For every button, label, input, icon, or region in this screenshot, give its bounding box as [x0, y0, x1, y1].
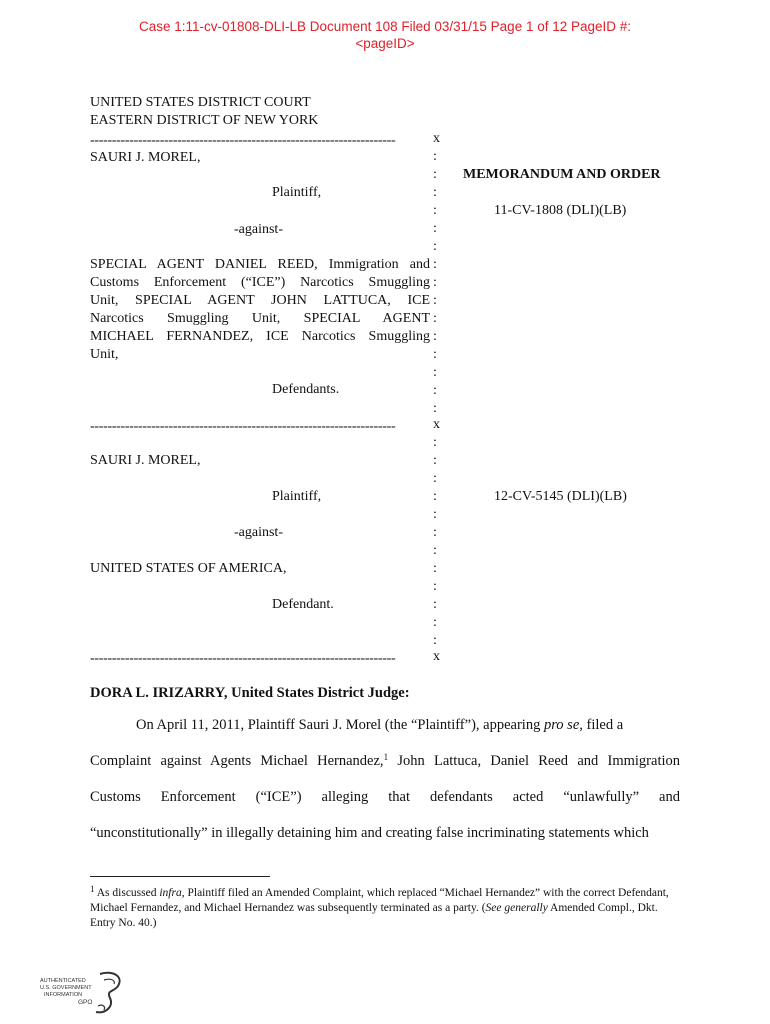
- body-line-2: [90, 752, 680, 770]
- svg-text:AUTHENTICATED: AUTHENTICATED: [40, 978, 86, 984]
- body-line-4: “unconstitutionally” in illegally detaining him and creating false incriminating statements which: [90, 825, 649, 841]
- gpo-eagle-icon: [40, 968, 130, 1018]
- footnote-rule: [90, 876, 270, 877]
- case1-defendants-line: SPECIAL AGENT DANIEL REED, Immigration and: [90, 257, 430, 272]
- svg-text:INFORMATION: INFORMATION: [44, 992, 83, 998]
- document-title: MEMORANDUM AND ORDER: [463, 167, 661, 182]
- court-district: EASTERN DISTRICT OF NEW YORK: [90, 113, 319, 128]
- separator-x: x: [433, 131, 440, 146]
- footnote-ref[interactable]: 1: [383, 752, 389, 762]
- caption-separator-top: ----------------------------------------------------------------------: [90, 134, 396, 148]
- case1-defendants-line: Unit,: [90, 347, 119, 362]
- body-text-italic: pro se: [543, 717, 580, 733]
- case1-defendants-line: Unit, SPECIAL AGENT JOHN LATTUCA, ICE: [90, 293, 430, 308]
- body-text: John Lattuca, Daniel Reed and Immigration: [388, 753, 681, 769]
- case1-plaintiff-name: SAURI J. MOREL,: [90, 150, 201, 165]
- separator-x: x: [433, 649, 440, 664]
- case2-plaintiff-role: Plaintiff,: [272, 489, 322, 504]
- svg-text:GPO: GPO: [78, 999, 93, 1006]
- body-line-1: [90, 716, 680, 734]
- filing-header-line1: Case 1:11-cv-01808-DLI-LB Document 108 Filed 03/31/15 Page 1 of 12 PageID #:: [138, 19, 632, 34]
- case1-plaintiff-role: Plaintiff,: [272, 185, 322, 200]
- case2-defendant-role: Defendant.: [272, 597, 334, 612]
- case2-plaintiff-name: SAURI J. MOREL,: [90, 453, 201, 468]
- case2-docket: 12-CV-5145 (DLI)(LB): [494, 489, 627, 504]
- footnote: $^1$ As discussed infra, Plaintiff filed an Amended Complaint, which replaced “Michael Hernandez” with the correct Defendant, Michael Fernandez, and Michael Hernandez was subsequently terminated as a party. (See generally Amended Compl., Dkt. Entry No. 40.): [90, 884, 669, 929]
- caption-separator-middle: ----------------------------------------------------------------------: [90, 420, 396, 434]
- separator-x: x: [433, 417, 440, 432]
- judge-heading: DORA L. IRIZARRY, United States District Judge:: [90, 685, 410, 701]
- filing-header-line2: <pageID>: [355, 36, 415, 51]
- case1-docket: 11-CV-1808 (DLI)(LB): [494, 203, 627, 218]
- case1-against: -against-: [234, 222, 283, 237]
- court-name: UNITED STATES DISTRICT COURT: [90, 95, 311, 110]
- case1-defendants-role: Defendants.: [272, 382, 340, 397]
- case1-defendants-line: MICHAEL FERNANDEZ, ICE Narcotics Smuggling: [90, 329, 430, 344]
- caption-separator-bottom: ----------------------------------------------------------------------: [90, 652, 396, 666]
- svg-text:U.S. GOVERNMENT: U.S. GOVERNMENT: [40, 985, 92, 991]
- body-text: Complaint against Agents Michael Hernandez,: [90, 753, 384, 769]
- case1-defendants-line: Customs Enforcement (“ICE”) Narcotics Smuggling: [90, 275, 430, 290]
- body-line-3: Customs Enforcement (“ICE”) alleging that defendants acted “unlawfully” and: [90, 789, 680, 805]
- case2-against: -against-: [234, 525, 283, 540]
- body-text: On April 11, 2011, Plaintiff Sauri J. Morel (the “Plaintiff”), appearing: [136, 717, 544, 733]
- case2-defendant-name: UNITED STATES OF AMERICA,: [90, 561, 287, 576]
- case1-defendants-line: Narcotics Smuggling Unit, SPECIAL AGENT: [90, 311, 430, 326]
- body-text: , filed a: [579, 717, 624, 733]
- gpo-authentication-logo: [40, 968, 130, 1018]
- footnote-number: 1: [90, 884, 95, 894]
